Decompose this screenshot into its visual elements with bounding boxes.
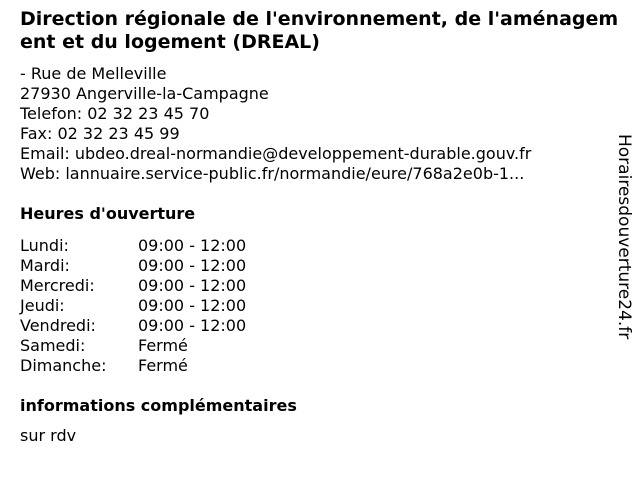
hours-row [20,316,620,336]
hours-day: Vendredi: [20,316,96,335]
hours-time: Fermé [138,356,188,375]
hours-time: 09:00 - 12:00 [138,256,247,275]
hours-row [20,256,620,276]
hours-row [20,356,620,376]
hours-day: Samedi: [20,336,86,355]
hours-day: Mercredi: [20,276,95,295]
address-city: 27930 Angerville-la-Campagne [20,84,269,103]
hours-row [20,236,620,256]
hours-time: 09:00 - 12:00 [138,296,247,315]
page-title: Direction régionale de l'environnement, de l'aménagement et du logement (DREAL) [20,8,619,53]
address-block [20,64,620,184]
phone-number: Telefon: 02 32 23 45 70 [20,104,210,123]
website-url: Web: lannuaire.service-public.fr/normandie/eure/768a2e0b-1... [20,164,525,183]
hours-day: Dimanche: [20,356,107,375]
info-heading: informations complémentaires [20,396,297,415]
fax-number: Fax: 02 32 23 45 99 [20,124,180,143]
hours-time: 09:00 - 12:00 [138,316,247,335]
listing-content [20,8,620,446]
side-brand-watermark: Horairesdouverture24.fr [614,134,634,340]
hours-row [20,336,620,356]
hours-time: Fermé [138,336,188,355]
hours-time: 09:00 - 12:00 [138,276,247,295]
hours-row [20,296,620,316]
hours-heading: Heures d'ouverture [20,204,196,223]
hours-day: Lundi: [20,236,69,255]
hours-day: Jeudi: [20,296,65,315]
hours-row [20,276,620,296]
hours-table [20,236,620,376]
hours-time: 09:00 - 12:00 [138,236,247,255]
info-text: sur rdv [20,426,77,445]
address-street: - Rue de Melleville [20,64,167,83]
email-address: Email: ubdeo.dreal-normandie@developpement-durable.gouv.fr [20,144,532,163]
hours-day: Mardi: [20,256,70,275]
